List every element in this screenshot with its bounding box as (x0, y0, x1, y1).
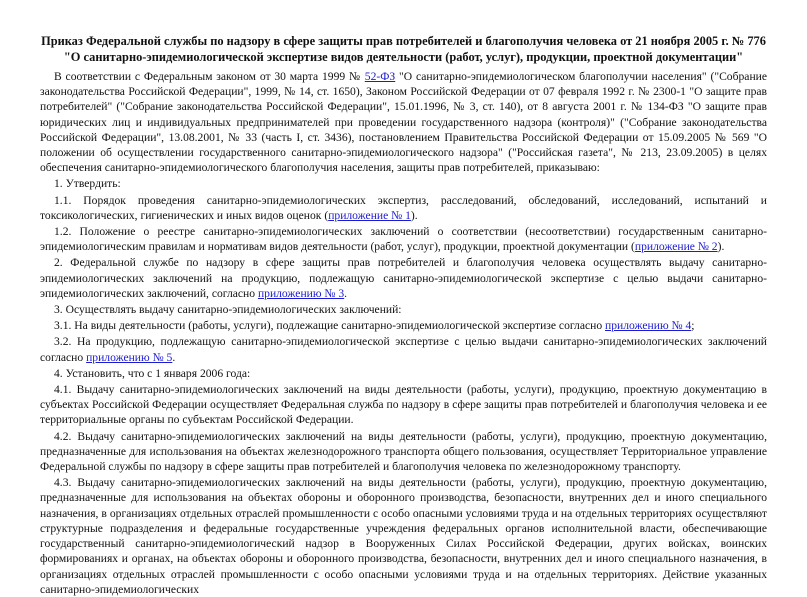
item-3-1 (40, 318, 767, 333)
item-4-2: 4.2. Выдачу санитарно-эпидемиологических заключений на виды деятельности (работы, услуги), продукцию, проектную документацию, предназначенные для использования на объектах железнодорожного транспорта общего пользования, осуществляет Территориальное управление Федеральной службы по надзору в сфере защиты прав потребителей и благополучия человека по железнодорожному транспорту. (40, 429, 767, 474)
appendix-5-link[interactable]: приложению № 5 (86, 350, 173, 364)
appendix-1-link[interactable]: приложение № 1 (328, 208, 411, 222)
law-52fz-link[interactable]: 52-ФЗ (364, 70, 396, 83)
intro-paragraph (40, 69, 767, 175)
item-1-2-text-a: 1.2. Положение о реестре санитарно-эпидемиологических заключений о соответствии (несоответствии) государственным санитарно-эпидемиологическим правилам и нормативам видов деятельности (работ, услуг), продукции, проектной документации ( (40, 225, 767, 254)
item-4-3: 4.3. Выдачу санитарно-эпидемиологических заключений на виды деятельности (работы, услуги), продукцию, проектную документацию, предназначенные для использования на объектах обороны и оборонного производства, безопасности, внутренних дел и иного специального назначения, в организациях отдельных отраслей промышленности с особо опасными условиями труда и на отдельных территориях осуществляют структурные подразделения и федеральные государственные учреждения федеральных органов исполнительной власти, обеспечивающие государственный санитарно-эпидемиологический надзор в Вооруженных Силах Российской Федерации, других войсках, воинских формированиях и органах, на объектах обороны и оборонного производства, безопасности, внутренних дел и иного специального назначения, в организациях отдельных отраслей промышленности с особо опасными условиями труда и на отдельных территориях. Действие указанных санитарно-эпидемиологических (40, 476, 767, 596)
appendix-4-link[interactable]: приложению № 4 (605, 319, 692, 333)
item-2 (40, 255, 767, 301)
intro-text-a: В соответствии с Федеральным законом от 30 марта 1999 № (54, 70, 365, 83)
item-3: 3. Осуществлять выдачу санитарно-эпидемиологических заключений: (54, 303, 402, 317)
item-4: 4. Установить, что с 1 января 2006 года: (54, 366, 251, 380)
item-1-2 (40, 224, 767, 254)
document-title (40, 34, 767, 65)
intro-text-b: "О санитарно-эпидемиологическом благополучии населения" ("Собрание законодательства Российской Федерации", 1999, № 14, ст. 1650), Законом Российской Федерации от 07 февраля 1992 г. № 2300-1 "О защите прав потребителей" ("Собрание законодательства Российской Федерации", 15.01.1996, № 3, ст. 140), от 8 августа 2001 г. № 134-ФЗ "О защите прав юридических лиц и индивидуальных предпринимателей при проведении государственного надзора (контроля)" ("Собрание законодательства Российской Федерации", 13.08.2001, № 33 (часть I, ст. 3436), постановлением Правительства Российской Федерации от 15.09.2005 № 569 "О положении об осуществлении государственного санитарно-эпидемиологического надзора" ("Российская газета", № 213, 23.09.2005) в целях обеспечения санитарно-эпидемиологического благополучия населения, защиты прав потребителей, приказываю: (40, 70, 768, 175)
item-3-1-text-b: ; (691, 319, 695, 333)
item-1-1-text-a: 1.1. Порядок проведения санитарно-эпидемиологических экспертиз, расследований, обследований, исследований, испытаний и токсикологических, гигиенических и иных видов оценок ( (40, 193, 767, 222)
item-2-text-a: 2. Федеральной службе по надзору в сфере защиты прав потребителей и благополучия человека осуществлять выдачу санитарно-эпидемиологических заключений на продукцию, подлежащую санитарно-эпидемиологической экспертизе с целью выдачи санитарно-эпидемиологических заключений, согласно (40, 256, 767, 300)
title-line-1: Приказ Федеральной службы по надзору в сфере защиты прав потребителей и благополучия человека от 21 ноября 2005 г. № 776 (41, 34, 766, 48)
item-3-1-text-a: 3.1. На виды деятельности (работы, услуги), подлежащие санитарно-эпидемиологической экспертизе согласно (54, 319, 606, 333)
appendix-2-link[interactable]: приложение № 2 (634, 240, 718, 254)
item-3-2-text-a: 3.2. На продукцию, подлежащую санитарно-эпидемиологической экспертизе с целью выдачи санитарно-эпидемиологических заключений согласно (40, 335, 767, 364)
appendix-3-link[interactable]: приложению № 3 (257, 286, 345, 300)
title-line-2: "О санитарно-эпидемиологической экспертизе видов деятельности (работ, услуг), продукции, проектной документации" (63, 49, 744, 64)
item-1-2-text-b: ). (717, 240, 725, 254)
item-3-2-text-b: . (172, 350, 176, 364)
item-4-1: 4.1. Выдачу санитарно-эпидемиологических заключений на виды деятельности (работы, услуги), продукцию, проектную документацию в субъектах Российской Федерации осуществляет Федеральная служба по надзору в сфере защиты прав потребителей и благополучия человека и ее территориальные органы по субъектам Российской Федерации. (40, 383, 767, 427)
item-2-text-b: . (344, 286, 348, 300)
item-1: 1. Утвердить: (54, 177, 121, 191)
item-1-1-text-b: ). (410, 208, 418, 222)
item-3-2 (40, 334, 767, 364)
item-1-1 (40, 193, 767, 223)
